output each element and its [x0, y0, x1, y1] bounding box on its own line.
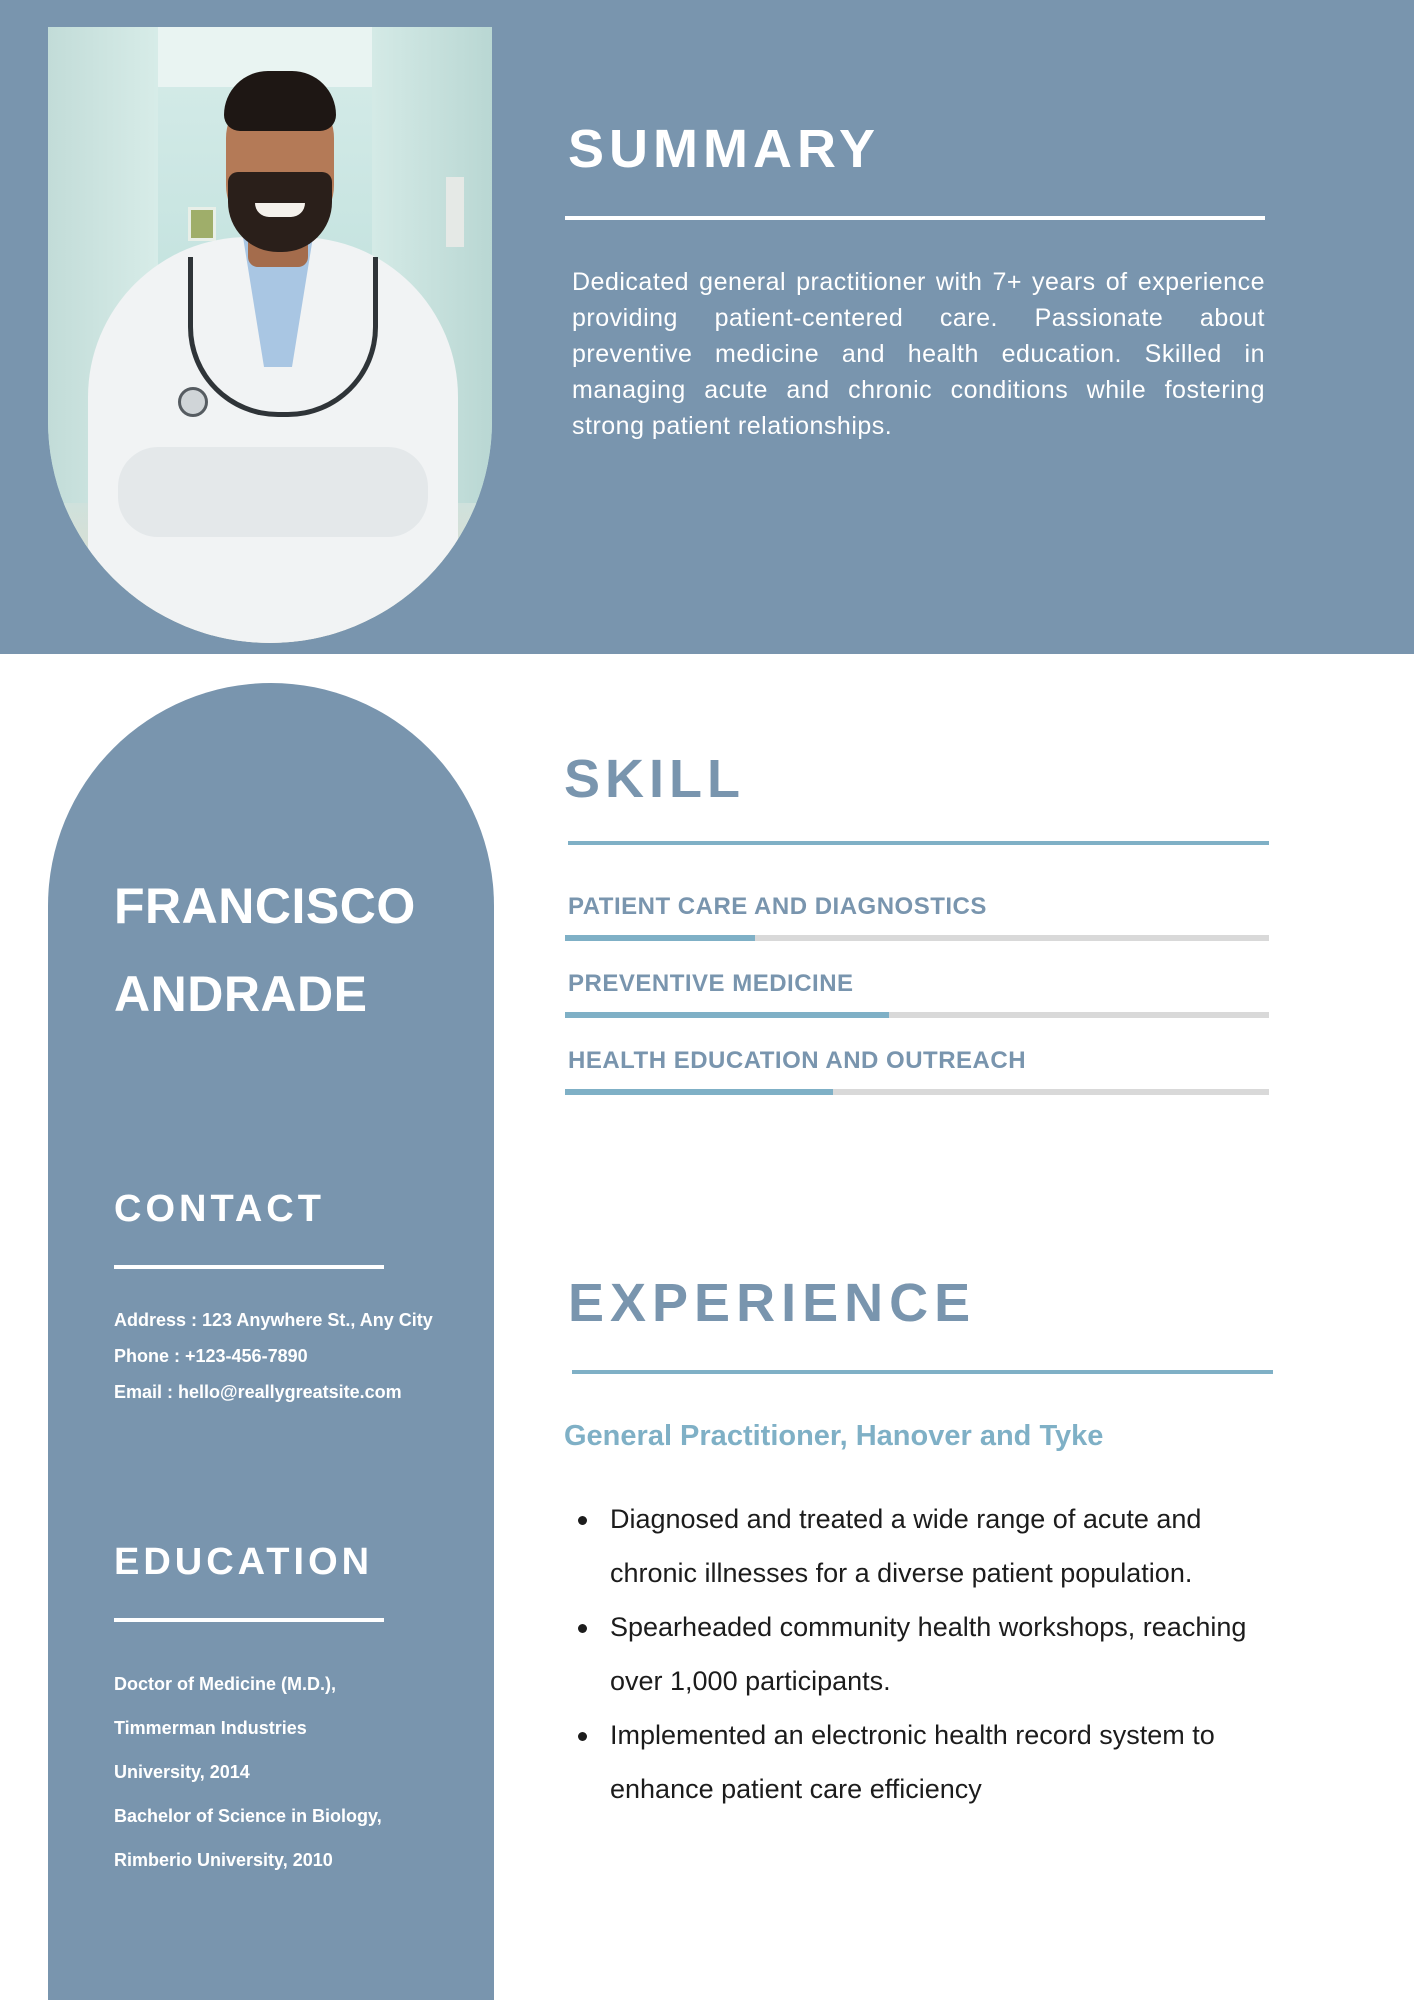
- summary-divider: [565, 216, 1265, 220]
- skill-bar-fill: [565, 935, 755, 941]
- contact-address: Address : 123 Anywhere St., Any City: [114, 1310, 433, 1330]
- summary-heading: SUMMARY: [568, 119, 880, 179]
- education-heading: EDUCATION: [114, 1541, 374, 1583]
- skill-bar-fill: [565, 1012, 889, 1018]
- contact-details: [114, 1302, 464, 1410]
- education-line: Bachelor of Science in Biology,: [114, 1806, 382, 1826]
- profile-photo: [48, 27, 492, 643]
- candidate-name: [114, 862, 416, 1038]
- education-details: [114, 1662, 464, 1882]
- skill-item: [565, 1047, 1269, 1075]
- education-line: Timmerman Industries: [114, 1718, 307, 1738]
- contact-divider: [114, 1265, 384, 1269]
- skill-bar-fill: [565, 1089, 833, 1095]
- experience-bullets: [574, 1492, 1294, 1816]
- experience-bullet: Implemented an electronic health record system to enhance patient care efficiency: [574, 1708, 1294, 1816]
- education-line: University, 2014: [114, 1762, 250, 1782]
- experience-divider: [572, 1370, 1273, 1374]
- skill-label: PATIENT CARE AND DIAGNOSTICS: [568, 893, 987, 920]
- bullet-dot-icon: [578, 1624, 587, 1633]
- skill-heading: SKILL: [564, 749, 745, 809]
- skill-item: [565, 970, 1269, 998]
- skill-label: PREVENTIVE MEDICINE: [568, 970, 854, 997]
- job-title: General Practitioner, Hanover and Tyke: [564, 1420, 1104, 1452]
- last-name: ANDRADE: [114, 966, 368, 1022]
- experience-bullet: Diagnosed and treated a wide range of acute and chronic illnesses for a diverse patient population.: [574, 1492, 1294, 1600]
- skill-bar-track: [565, 935, 1269, 941]
- experience-heading: EXPERIENCE: [568, 1273, 977, 1333]
- education-divider: [114, 1618, 384, 1622]
- education-line: Rimberio University, 2010: [114, 1850, 333, 1870]
- skill-divider: [568, 841, 1269, 845]
- contact-heading: CONTACT: [114, 1188, 325, 1230]
- skill-bar-track: [565, 1012, 1269, 1018]
- contact-phone: Phone : +123-456-7890: [114, 1346, 308, 1366]
- first-name: FRANCISCO: [114, 878, 416, 934]
- bullet-dot-icon: [578, 1732, 587, 1741]
- contact-email: Email : hello@reallygreatsite.com: [114, 1382, 402, 1402]
- education-line: Doctor of Medicine (M.D.),: [114, 1674, 336, 1694]
- skill-item: [565, 893, 1269, 921]
- summary-text: Dedicated general practitioner with 7+ years of experience providing patient-centered care. Passionate about preventive medicine and health education. Skilled in managing acute and chronic conditions while fostering strong patient relationships.: [572, 268, 1265, 440]
- skill-bar-track: [565, 1089, 1269, 1095]
- skill-label: HEALTH EDUCATION AND OUTREACH: [568, 1047, 1027, 1074]
- experience-bullet: Spearheaded community health workshops, reaching over 1,000 participants.: [574, 1600, 1294, 1708]
- bullet-dot-icon: [578, 1516, 587, 1525]
